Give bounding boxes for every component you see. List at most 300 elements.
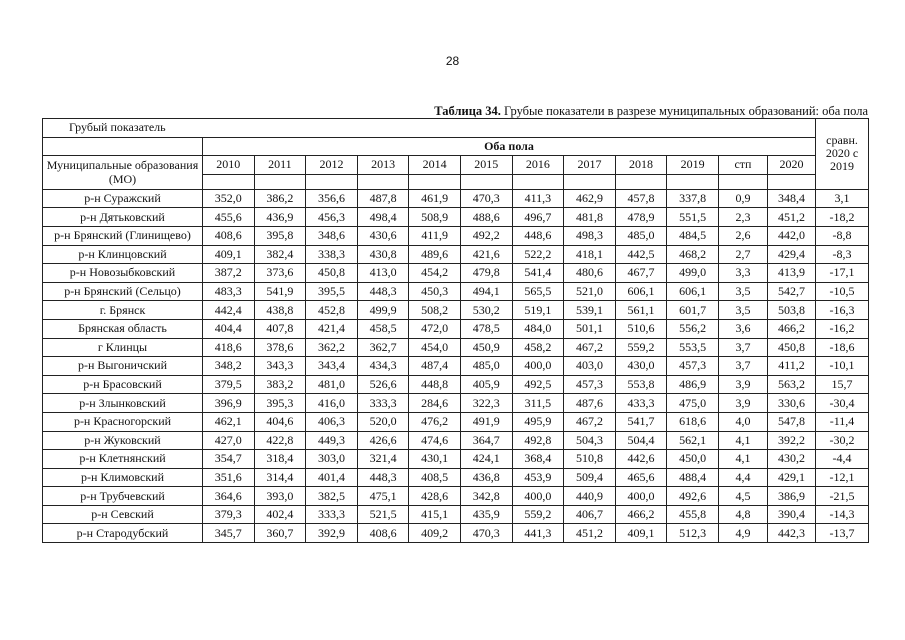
value-cell: 393,0 bbox=[254, 487, 306, 506]
value-cell: 484,5 bbox=[667, 226, 719, 245]
value-cell: 3,9 bbox=[718, 375, 767, 394]
value-cell: 403,0 bbox=[564, 357, 616, 376]
value-cell: 486,9 bbox=[667, 375, 719, 394]
value-cell: 492,8 bbox=[512, 431, 564, 450]
value-cell: 427,0 bbox=[203, 431, 255, 450]
value-cell: 322,3 bbox=[460, 394, 512, 413]
value-cell: 492,5 bbox=[512, 375, 564, 394]
value-cell: 348,2 bbox=[203, 357, 255, 376]
value-cell: 379,5 bbox=[203, 375, 255, 394]
value-cell: 2,7 bbox=[718, 245, 767, 264]
spacer-cell bbox=[512, 174, 564, 189]
value-cell: 453,9 bbox=[512, 468, 564, 487]
mo-name-cell: р-н Климовский bbox=[43, 468, 203, 487]
value-cell: 478,9 bbox=[615, 208, 667, 227]
value-cell: 448,8 bbox=[409, 375, 461, 394]
value-cell: 478,5 bbox=[460, 319, 512, 338]
value-cell: 442,5 bbox=[615, 245, 667, 264]
value-cell: 440,9 bbox=[564, 487, 616, 506]
value-cell: 476,2 bbox=[409, 412, 461, 431]
value-cell: 509,4 bbox=[564, 468, 616, 487]
value-cell: 411,2 bbox=[767, 357, 815, 376]
value-cell: 333,3 bbox=[357, 394, 409, 413]
value-cell: -13,7 bbox=[816, 524, 869, 543]
value-cell: 3,7 bbox=[718, 338, 767, 357]
value-cell: 499,0 bbox=[667, 264, 719, 283]
value-cell: 395,8 bbox=[254, 226, 306, 245]
value-cell: 450,8 bbox=[306, 264, 358, 283]
value-cell: 508,2 bbox=[409, 301, 461, 320]
value-cell: 521,0 bbox=[564, 282, 616, 301]
value-cell: 408,6 bbox=[203, 226, 255, 245]
value-cell: 4,5 bbox=[718, 487, 767, 506]
value-cell: 387,2 bbox=[203, 264, 255, 283]
spacer-cell bbox=[203, 174, 255, 189]
value-cell: 409,1 bbox=[615, 524, 667, 543]
value-cell: 492,2 bbox=[460, 226, 512, 245]
spacer-cell bbox=[767, 174, 815, 189]
value-cell: 4,8 bbox=[718, 505, 767, 524]
value-cell: 475,1 bbox=[357, 487, 409, 506]
value-cell: 541,4 bbox=[512, 264, 564, 283]
spacer-cell bbox=[615, 174, 667, 189]
value-cell: -30,4 bbox=[816, 394, 869, 413]
value-cell: 556,2 bbox=[667, 319, 719, 338]
mo-name-cell: р-н Суражский bbox=[43, 189, 203, 208]
value-cell: 450,0 bbox=[667, 450, 719, 469]
mo-name-cell: р-н Клинцовский bbox=[43, 245, 203, 264]
mo-name-cell: р-н Трубчевский bbox=[43, 487, 203, 506]
value-cell: 526,6 bbox=[357, 375, 409, 394]
value-cell: 337,8 bbox=[667, 189, 719, 208]
value-cell: 318,4 bbox=[254, 450, 306, 469]
value-cell: 485,0 bbox=[460, 357, 512, 376]
value-cell: 396,9 bbox=[203, 394, 255, 413]
value-cell: 480,6 bbox=[564, 264, 616, 283]
value-cell: 436,9 bbox=[254, 208, 306, 227]
value-cell: 438,8 bbox=[254, 301, 306, 320]
spacer-cell bbox=[667, 174, 719, 189]
value-cell: 606,1 bbox=[615, 282, 667, 301]
value-cell: 3,5 bbox=[718, 282, 767, 301]
compare-header: сравн. 2020 с 2019 bbox=[816, 119, 869, 190]
value-cell: 508,9 bbox=[409, 208, 461, 227]
value-cell: -14,3 bbox=[816, 505, 869, 524]
table-row bbox=[43, 487, 869, 506]
value-cell: 521,5 bbox=[357, 505, 409, 524]
value-cell: 448,6 bbox=[512, 226, 564, 245]
value-cell: 442,6 bbox=[615, 450, 667, 469]
value-cell: 442,4 bbox=[203, 301, 255, 320]
value-cell: 406,7 bbox=[564, 505, 616, 524]
value-cell: 479,8 bbox=[460, 264, 512, 283]
value-cell: 455,6 bbox=[203, 208, 255, 227]
year-header: 2011 bbox=[254, 156, 306, 175]
table-row bbox=[43, 394, 869, 413]
value-cell: 456,3 bbox=[306, 208, 358, 227]
value-cell: 345,7 bbox=[203, 524, 255, 543]
value-cell: -8,3 bbox=[816, 245, 869, 264]
value-cell: 455,8 bbox=[667, 505, 719, 524]
value-cell: 450,9 bbox=[460, 338, 512, 357]
value-cell: 618,6 bbox=[667, 412, 719, 431]
value-cell: 475,0 bbox=[667, 394, 719, 413]
table-row bbox=[43, 412, 869, 431]
spacer-cell bbox=[254, 174, 306, 189]
table-row bbox=[43, 524, 869, 543]
mo-header: Муниципальные образования (МО) bbox=[43, 156, 203, 190]
value-cell: 400,0 bbox=[512, 487, 564, 506]
value-cell: 430,0 bbox=[615, 357, 667, 376]
value-cell: 409,2 bbox=[409, 524, 461, 543]
value-cell: 530,2 bbox=[460, 301, 512, 320]
year-header: стп bbox=[718, 156, 767, 175]
value-cell: 559,2 bbox=[615, 338, 667, 357]
value-cell: 343,3 bbox=[254, 357, 306, 376]
spacer-cell bbox=[409, 174, 461, 189]
value-cell: 488,4 bbox=[667, 468, 719, 487]
table-row bbox=[43, 282, 869, 301]
value-cell: 547,8 bbox=[767, 412, 815, 431]
value-cell: 458,2 bbox=[512, 338, 564, 357]
table-row bbox=[43, 208, 869, 227]
value-cell: -16,2 bbox=[816, 319, 869, 338]
value-cell: 606,1 bbox=[667, 282, 719, 301]
value-cell: 449,3 bbox=[306, 431, 358, 450]
value-cell: 451,2 bbox=[564, 524, 616, 543]
year-header: 2018 bbox=[615, 156, 667, 175]
value-cell: 411,3 bbox=[512, 189, 564, 208]
value-cell: 415,1 bbox=[409, 505, 461, 524]
value-cell: 413,0 bbox=[357, 264, 409, 283]
value-cell: 421,4 bbox=[306, 319, 358, 338]
value-cell: 400,0 bbox=[615, 487, 667, 506]
header-blank bbox=[43, 137, 203, 156]
value-cell: 378,6 bbox=[254, 338, 306, 357]
value-cell: 498,3 bbox=[564, 226, 616, 245]
table-row bbox=[43, 450, 869, 469]
value-cell: 448,3 bbox=[357, 282, 409, 301]
value-cell: 430,8 bbox=[357, 245, 409, 264]
value-cell: 379,3 bbox=[203, 505, 255, 524]
value-cell: 485,0 bbox=[615, 226, 667, 245]
table-body bbox=[43, 189, 869, 542]
value-cell: 472,0 bbox=[409, 319, 461, 338]
header-row-years bbox=[43, 156, 869, 175]
value-cell: 430,6 bbox=[357, 226, 409, 245]
year-header: 2014 bbox=[409, 156, 461, 175]
value-cell: 467,2 bbox=[564, 412, 616, 431]
value-cell: 404,6 bbox=[254, 412, 306, 431]
value-cell: 348,6 bbox=[306, 226, 358, 245]
table-row bbox=[43, 245, 869, 264]
value-cell: 406,3 bbox=[306, 412, 358, 431]
value-cell: 467,7 bbox=[615, 264, 667, 283]
value-cell: 413,9 bbox=[767, 264, 815, 283]
table-row bbox=[43, 301, 869, 320]
value-cell: 418,6 bbox=[203, 338, 255, 357]
value-cell: 466,2 bbox=[767, 319, 815, 338]
value-cell: 424,1 bbox=[460, 450, 512, 469]
value-cell: 504,4 bbox=[615, 431, 667, 450]
value-cell: 409,1 bbox=[203, 245, 255, 264]
value-cell: 481,0 bbox=[306, 375, 358, 394]
value-cell: 3,5 bbox=[718, 301, 767, 320]
value-cell: -12,1 bbox=[816, 468, 869, 487]
value-cell: -21,5 bbox=[816, 487, 869, 506]
header-row-group bbox=[43, 137, 869, 156]
value-cell: 454,0 bbox=[409, 338, 461, 357]
table-row bbox=[43, 357, 869, 376]
value-cell: 373,6 bbox=[254, 264, 306, 283]
value-cell: 356,6 bbox=[306, 189, 358, 208]
value-cell: 488,6 bbox=[460, 208, 512, 227]
value-cell: 395,3 bbox=[254, 394, 306, 413]
year-header: 2020 bbox=[767, 156, 815, 175]
value-cell: 504,3 bbox=[564, 431, 616, 450]
value-cell: 501,1 bbox=[564, 319, 616, 338]
value-cell: 452,8 bbox=[306, 301, 358, 320]
table-caption-label: Таблица 34. bbox=[434, 104, 501, 118]
value-cell: 539,1 bbox=[564, 301, 616, 320]
value-cell: 457,3 bbox=[564, 375, 616, 394]
mo-name-cell: г. Брянск bbox=[43, 301, 203, 320]
value-cell: 401,4 bbox=[306, 468, 358, 487]
value-cell: 311,5 bbox=[512, 394, 564, 413]
value-cell: 422,8 bbox=[254, 431, 306, 450]
mo-name-cell: р-н Красногорский bbox=[43, 412, 203, 431]
spacer-cell bbox=[718, 174, 767, 189]
value-cell: 489,6 bbox=[409, 245, 461, 264]
table-row bbox=[43, 338, 869, 357]
value-cell: 458,5 bbox=[357, 319, 409, 338]
value-cell: 386,9 bbox=[767, 487, 815, 506]
value-cell: 352,0 bbox=[203, 189, 255, 208]
value-cell: 562,1 bbox=[667, 431, 719, 450]
value-cell: 402,4 bbox=[254, 505, 306, 524]
value-cell: -4,4 bbox=[816, 450, 869, 469]
group-header: Оба пола bbox=[203, 137, 816, 156]
value-cell: 284,6 bbox=[409, 394, 461, 413]
value-cell: 383,2 bbox=[254, 375, 306, 394]
value-cell: 362,7 bbox=[357, 338, 409, 357]
table-row bbox=[43, 319, 869, 338]
value-cell: 553,8 bbox=[615, 375, 667, 394]
table-row bbox=[43, 468, 869, 487]
table-row bbox=[43, 431, 869, 450]
value-cell: -16,3 bbox=[816, 301, 869, 320]
value-cell: -30,2 bbox=[816, 431, 869, 450]
value-cell: 362,2 bbox=[306, 338, 358, 357]
value-cell: 338,3 bbox=[306, 245, 358, 264]
page-number: 28 bbox=[445, 54, 460, 68]
value-cell: 382,5 bbox=[306, 487, 358, 506]
mo-name-cell: р-н Брасовский bbox=[43, 375, 203, 394]
value-cell: 386,2 bbox=[254, 189, 306, 208]
value-cell: 3,1 bbox=[816, 189, 869, 208]
spacer-cell bbox=[564, 174, 616, 189]
value-cell: 382,4 bbox=[254, 245, 306, 264]
value-cell: 430,1 bbox=[409, 450, 461, 469]
value-cell: 450,3 bbox=[409, 282, 461, 301]
value-cell: -10,1 bbox=[816, 357, 869, 376]
value-cell: 461,9 bbox=[409, 189, 461, 208]
value-cell: 483,3 bbox=[203, 282, 255, 301]
mo-name-cell: р-н Клетнянский bbox=[43, 450, 203, 469]
mo-name-cell: р-н Стародубский bbox=[43, 524, 203, 543]
table-caption-text: Грубые показатели в разрезе муниципальных образований: оба пола bbox=[504, 104, 868, 118]
value-cell: 400,0 bbox=[512, 357, 564, 376]
value-cell: 3,6 bbox=[718, 319, 767, 338]
value-cell: 408,5 bbox=[409, 468, 461, 487]
value-cell: 519,1 bbox=[512, 301, 564, 320]
value-cell: 565,5 bbox=[512, 282, 564, 301]
value-cell: -8,8 bbox=[816, 226, 869, 245]
year-header: 2016 bbox=[512, 156, 564, 175]
value-cell: 510,8 bbox=[564, 450, 616, 469]
value-cell: 4,1 bbox=[718, 431, 767, 450]
value-cell: 601,7 bbox=[667, 301, 719, 320]
value-cell: 510,6 bbox=[615, 319, 667, 338]
value-cell: 512,3 bbox=[667, 524, 719, 543]
value-cell: 321,4 bbox=[357, 450, 409, 469]
value-cell: -17,1 bbox=[816, 264, 869, 283]
value-cell: 4,1 bbox=[718, 450, 767, 469]
mo-name-cell: р-н Брянский (Сельцо) bbox=[43, 282, 203, 301]
value-cell: 333,3 bbox=[306, 505, 358, 524]
value-cell: 435,9 bbox=[460, 505, 512, 524]
table-row bbox=[43, 375, 869, 394]
value-cell: 442,3 bbox=[767, 524, 815, 543]
indicator-header: Грубый показатель bbox=[43, 119, 816, 138]
value-cell: 436,8 bbox=[460, 468, 512, 487]
spacer-cell bbox=[306, 174, 358, 189]
mo-name-cell: г Клинцы bbox=[43, 338, 203, 357]
year-header: 2013 bbox=[357, 156, 409, 175]
year-header: 2015 bbox=[460, 156, 512, 175]
value-cell: 474,6 bbox=[409, 431, 461, 450]
value-cell: 15,7 bbox=[816, 375, 869, 394]
value-cell: 448,3 bbox=[357, 468, 409, 487]
value-cell: 364,7 bbox=[460, 431, 512, 450]
value-cell: 421,6 bbox=[460, 245, 512, 264]
value-cell: 503,8 bbox=[767, 301, 815, 320]
value-cell: 4,0 bbox=[718, 412, 767, 431]
year-header: 2010 bbox=[203, 156, 255, 175]
table-row bbox=[43, 226, 869, 245]
mo-name-cell: Брянская область bbox=[43, 319, 203, 338]
value-cell: 499,9 bbox=[357, 301, 409, 320]
value-cell: 441,3 bbox=[512, 524, 564, 543]
value-cell: 342,8 bbox=[460, 487, 512, 506]
value-cell: 466,2 bbox=[615, 505, 667, 524]
value-cell: 2,6 bbox=[718, 226, 767, 245]
value-cell: 405,9 bbox=[460, 375, 512, 394]
value-cell: 451,2 bbox=[767, 208, 815, 227]
value-cell: 3,3 bbox=[718, 264, 767, 283]
header-row-indicator bbox=[43, 119, 869, 138]
value-cell: 360,7 bbox=[254, 524, 306, 543]
value-cell: 470,3 bbox=[460, 189, 512, 208]
year-header: 2019 bbox=[667, 156, 719, 175]
value-cell: 429,1 bbox=[767, 468, 815, 487]
value-cell: 404,4 bbox=[203, 319, 255, 338]
value-cell: 428,6 bbox=[409, 487, 461, 506]
value-cell: 442,0 bbox=[767, 226, 815, 245]
value-cell: 351,6 bbox=[203, 468, 255, 487]
value-cell: 467,2 bbox=[564, 338, 616, 357]
value-cell: 495,9 bbox=[512, 412, 564, 431]
value-cell: 470,3 bbox=[460, 524, 512, 543]
value-cell: 559,2 bbox=[512, 505, 564, 524]
value-cell: 563,2 bbox=[767, 375, 815, 394]
value-cell: 457,3 bbox=[667, 357, 719, 376]
value-cell: 2,3 bbox=[718, 208, 767, 227]
value-cell: 542,7 bbox=[767, 282, 815, 301]
data-table bbox=[42, 118, 869, 543]
value-cell: 408,6 bbox=[357, 524, 409, 543]
value-cell: 457,8 bbox=[615, 189, 667, 208]
mo-name-cell: р-н Дятьковский bbox=[43, 208, 203, 227]
value-cell: 348,4 bbox=[767, 189, 815, 208]
value-cell: 462,9 bbox=[564, 189, 616, 208]
value-cell: 354,7 bbox=[203, 450, 255, 469]
value-cell: 551,5 bbox=[667, 208, 719, 227]
spacer-cell bbox=[460, 174, 512, 189]
value-cell: -18,6 bbox=[816, 338, 869, 357]
value-cell: 522,2 bbox=[512, 245, 564, 264]
value-cell: 481,8 bbox=[564, 208, 616, 227]
value-cell: 520,0 bbox=[357, 412, 409, 431]
value-cell: 553,5 bbox=[667, 338, 719, 357]
value-cell: 487,6 bbox=[564, 394, 616, 413]
value-cell: 434,3 bbox=[357, 357, 409, 376]
table-row bbox=[43, 264, 869, 283]
value-cell: 426,6 bbox=[357, 431, 409, 450]
table-row bbox=[43, 189, 869, 208]
value-cell: 314,4 bbox=[254, 468, 306, 487]
table-caption bbox=[42, 104, 868, 119]
value-cell: 411,9 bbox=[409, 226, 461, 245]
value-cell: 561,1 bbox=[615, 301, 667, 320]
value-cell: 418,1 bbox=[564, 245, 616, 264]
value-cell: 3,9 bbox=[718, 394, 767, 413]
value-cell: -11,4 bbox=[816, 412, 869, 431]
mo-name-cell: р-н Выгоничский bbox=[43, 357, 203, 376]
value-cell: 0,9 bbox=[718, 189, 767, 208]
value-cell: 462,1 bbox=[203, 412, 255, 431]
mo-name-cell: р-н Жуковский bbox=[43, 431, 203, 450]
value-cell: 494,1 bbox=[460, 282, 512, 301]
value-cell: 3,7 bbox=[718, 357, 767, 376]
value-cell: 487,4 bbox=[409, 357, 461, 376]
year-header: 2017 bbox=[564, 156, 616, 175]
spacer-cell bbox=[357, 174, 409, 189]
mo-name-cell: р-н Севский bbox=[43, 505, 203, 524]
value-cell: 498,4 bbox=[357, 208, 409, 227]
value-cell: 364,6 bbox=[203, 487, 255, 506]
value-cell: 491,9 bbox=[460, 412, 512, 431]
value-cell: 487,8 bbox=[357, 189, 409, 208]
value-cell: 390,4 bbox=[767, 505, 815, 524]
mo-name-cell: р-н Брянский (Глинищево) bbox=[43, 226, 203, 245]
value-cell: 368,4 bbox=[512, 450, 564, 469]
value-cell: 492,6 bbox=[667, 487, 719, 506]
value-cell: 4,4 bbox=[718, 468, 767, 487]
value-cell: 450,8 bbox=[767, 338, 815, 357]
value-cell: 541,9 bbox=[254, 282, 306, 301]
value-cell: 343,4 bbox=[306, 357, 358, 376]
